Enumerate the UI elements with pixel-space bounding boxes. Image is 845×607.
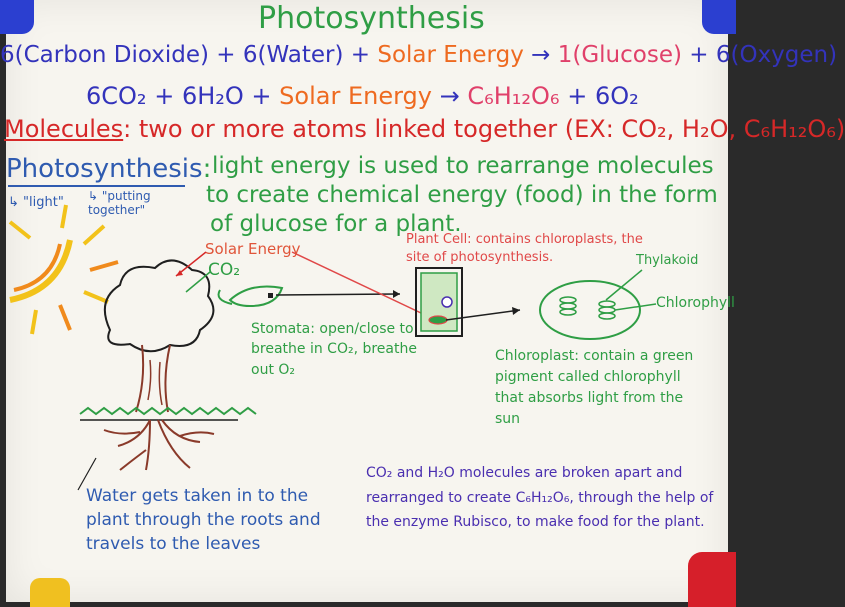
photosynthesis-colon: : xyxy=(202,154,212,184)
formula-co2: 6CO₂ xyxy=(86,82,147,110)
eq-water: 6(Water) xyxy=(242,42,344,68)
water-note: Water gets taken in to the plant through the roots and travels to the leaves xyxy=(86,486,321,554)
tree-canopy xyxy=(105,260,214,351)
formula-plus: + xyxy=(251,82,272,110)
plant-cell-label: Plant Cell: contains chloroplasts, the site of photosynthesis. xyxy=(406,232,643,265)
formula-solar: Solar Energy xyxy=(279,82,432,110)
page-title: Photosynthesis xyxy=(258,1,485,36)
molecules-label: Molecules xyxy=(4,115,124,143)
co2-label: CO₂ xyxy=(208,260,241,280)
photosynthesis-def-line2: to create chemical energy (food) in the form xyxy=(206,182,718,208)
eq-arrow: → xyxy=(531,42,551,68)
chloroplast-icon xyxy=(540,281,640,339)
formula-h2o: 6H₂O xyxy=(181,82,244,110)
co2-h2o-note: CO₂ and H₂O molecules are broken apart and rearranged to create C₆H₁₂O₆, through the help of the enzyme Rubisco, to make food for the plant. xyxy=(366,465,714,530)
photosynthesis-def-line3: of glucose for a plant. xyxy=(210,211,462,237)
plant-cell-icon xyxy=(416,268,462,336)
photosynthesis-label xyxy=(6,156,211,182)
roots xyxy=(104,420,214,470)
tree-trunk xyxy=(136,345,170,412)
chloroplast-label: Chloroplast: contain a green pigment called chlorophyll that absorbs light from the sun xyxy=(495,348,694,427)
formula-glucose: C₆H₁₂O₆ xyxy=(467,82,560,110)
eq-solar-energy: Solar Energy xyxy=(377,42,524,68)
putting-together-note: ↳ "putting together" xyxy=(88,189,151,217)
formula-plus: + xyxy=(567,82,588,110)
molecules-text: : two or more atoms linked together (EX: CO₂, H₂O, C₆H₁₂O₆) xyxy=(123,115,845,143)
formula-equation xyxy=(86,84,639,108)
light-note: ↳ "light" xyxy=(8,195,64,210)
eq-carbon-dioxide: 6(Carbon Dioxide) xyxy=(0,42,209,68)
eq-glucose: 1(Glucose) xyxy=(557,42,682,68)
solar-energy-label: Solar Energy xyxy=(205,240,301,258)
photosynthesis-word: Photosynthesis xyxy=(6,154,203,184)
sun-icon xyxy=(10,205,118,334)
chlorophyll-label: Chlorophyll xyxy=(656,295,735,311)
formula-plus: + xyxy=(154,82,175,110)
eq-plus: + xyxy=(689,42,709,68)
photosynthesis-def-line1: light energy is used to rearrange molecules xyxy=(212,153,714,179)
stomata-label: Stomata: open/close to breathe in CO₂, breathe out O₂ xyxy=(251,321,417,378)
formula-arrow: → xyxy=(439,82,460,110)
leaf-icon xyxy=(230,287,282,307)
formula-o2: 6O₂ xyxy=(594,82,639,110)
eq-plus: + xyxy=(216,42,236,68)
eq-oxygen: 6(Oxygen) xyxy=(715,42,838,68)
eq-plus: + xyxy=(350,42,371,68)
molecules-definition xyxy=(4,117,845,141)
thylakoid-label: Thylakoid xyxy=(636,253,699,268)
word-equation xyxy=(0,44,837,67)
